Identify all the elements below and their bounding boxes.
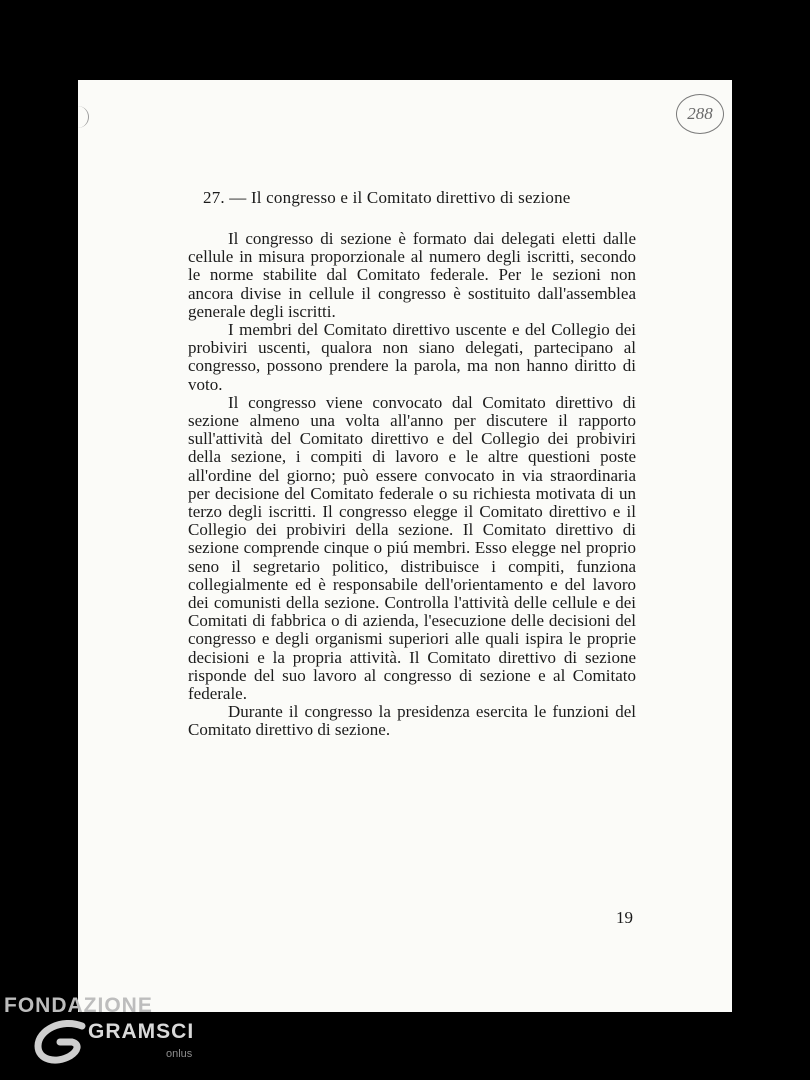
paragraph: I membri del Comitato direttivo uscente e del Collegio dei probiviri uscenti, qualora non siano delegati, partecipano al congresso, possono prendere la parola, ma non hanno diritto di voto. <box>188 320 636 394</box>
watermark-line3: onlus <box>166 1048 193 1060</box>
paragraph: Il congresso viene convocato dal Comitato direttivo di sezione almeno una volta all'anno per discutere il rapporto sull'attività del Comitato direttivo e del Collegio dei probiviri della sezione, i compiti di lavoro e le altre questioni poste all'ordine del giorno; può essere convocato in via straordinaria per decisione del Comitato federale o su richiesta motivata di un terzo degli iscritti. Il congresso elegge il Comitato direttivo e il Collegio dei probiviri della sezione. Il Comitato direttivo di sezione comprende cinque o piú membri. Esso elegge nel proprio seno il segretario politico, distribuisce i compiti, funziona collegialmente ed è responsabile dell'orientamento e del lavoro dei comunisti della sezione. Controlla l'attività delle cellule e dei Comitati di fabbrica o di azienda, l'esecuzione delle decisioni del congresso e degli organismi superiori alle quali ispira le proprie decisioni e la propria attività. Il Comitato direttivo di sezione risponde del suo lavoro al congresso di sezione e al Comitato federale. <box>188 392 636 704</box>
watermark-line1: FONDAZIONE <box>4 994 153 1017</box>
section-heading: 27. — Il congresso e il Comitato direttivo di sezione <box>203 188 571 207</box>
archive-page-number: 288 <box>676 94 724 134</box>
paragraph: Durante il congresso la presidenza esercita le funzioni del Comitato direttivo di sezione. <box>188 702 636 740</box>
page-number: 19 <box>616 908 633 927</box>
watermark-line2: GRAMSCI <box>88 1020 195 1043</box>
paragraph: Il congresso di sezione è formato dai delegati eletti dalle cellule in misura proporzionale al numero degli iscritti, secondo le norme stabilite dal Comitato federale. Per le sezioni non ancora divise in cellule il congresso è sostituito dall'assemblea generale degli iscritti. <box>188 229 636 321</box>
fondazione-gramsci-watermark <box>0 990 230 1070</box>
body-text <box>188 230 636 740</box>
binding-edge-mark <box>74 106 89 128</box>
document-page <box>78 80 732 1012</box>
